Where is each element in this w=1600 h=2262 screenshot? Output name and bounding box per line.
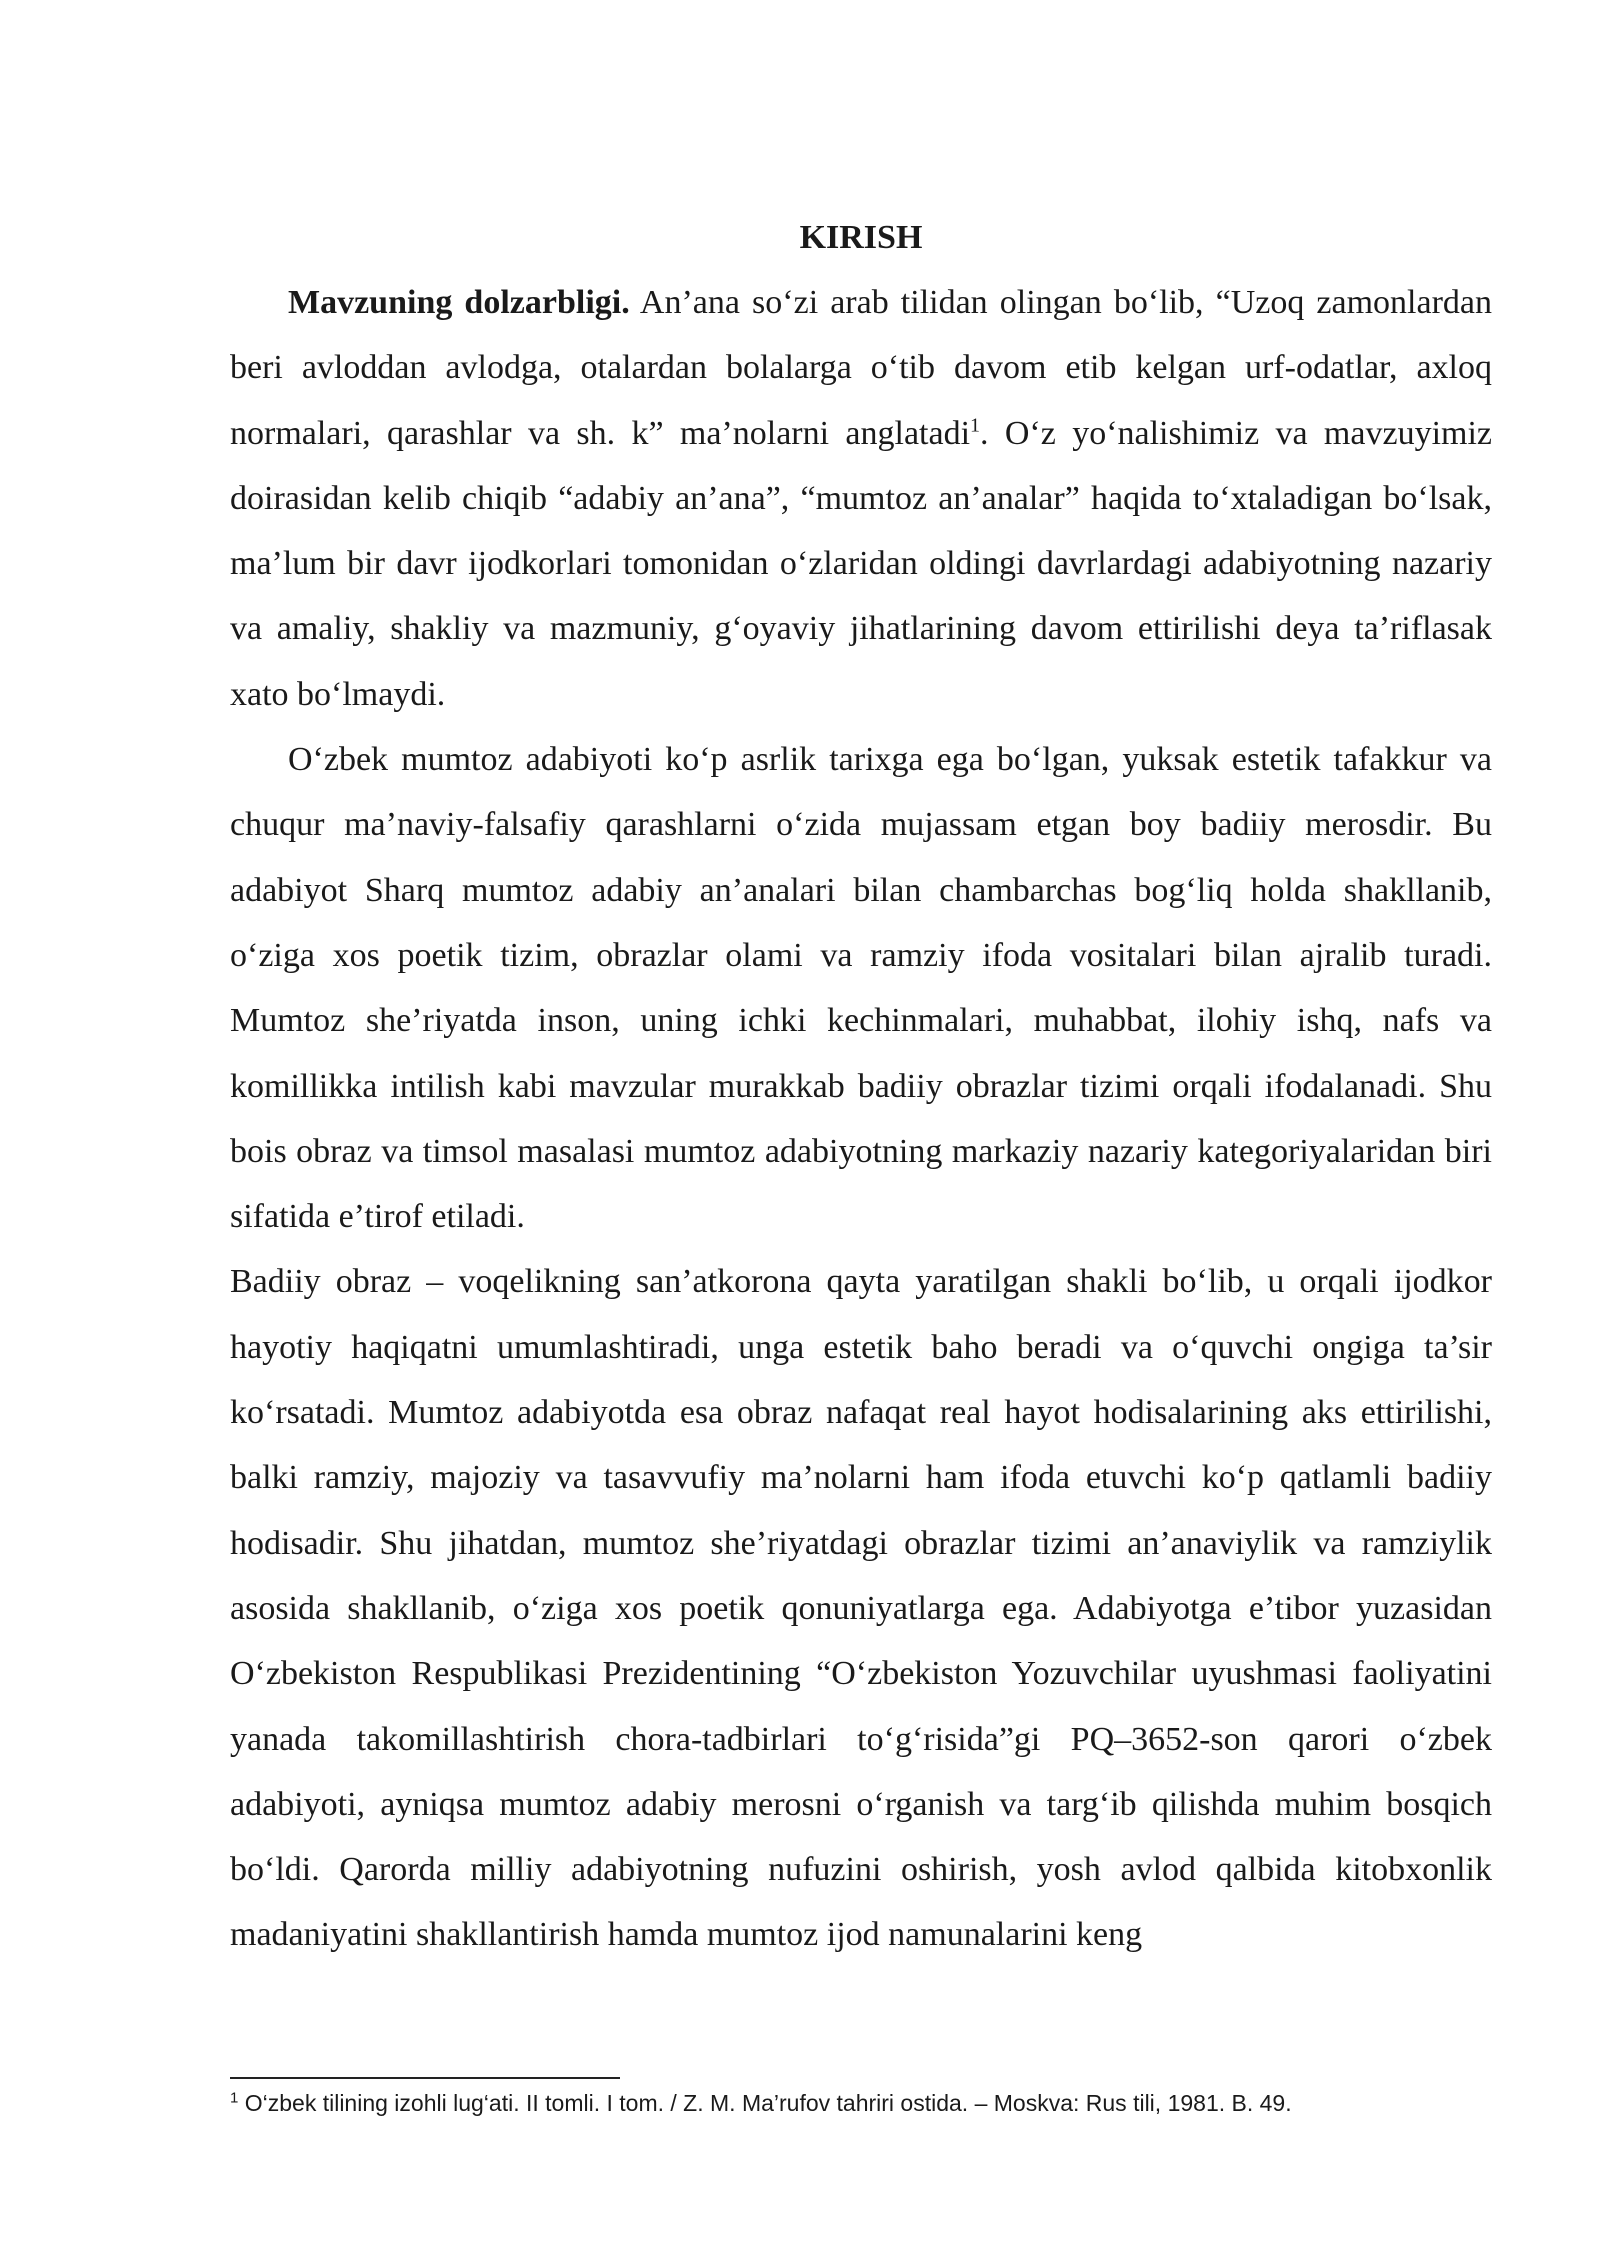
page-title: KIRISH: [799, 219, 923, 256]
footnote-text: O‘zbek tilining izohli lug‘ati. II tomli. I tom. / Z. M. Ma’rufov tahriri ostida. – Moskva: Rus tili, 1981. B. 49.: [238, 2090, 1292, 2116]
paragraph-text: . O‘z yo‘nalishimiz va mavzuyimiz doirasidan kelib chiqib “adabiy an’ana”, “mumtoz an’analar” haqida to‘xtaladigan bo‘lsak, ma’lum bir davr ijodkorlari tomonidan o‘zlaridan oldingi davrlardagi adabiyotning nazariy va amaliy, shakliy va mazmuniy, g‘oyaviy jihatlarining davom ettirilishi deya ta’riflasak xato bo‘lmaydi.: [230, 414, 1492, 713]
footnote-reference[interactable]: 1: [970, 414, 981, 437]
document-body: [230, 205, 1492, 1968]
paragraph-artistic-image: Badiiy obraz – voqelikning san’atkorona qayta yaratilgan shakli bo‘lib, u orqali ijodkor hayotiy haqiqatni umumlashtiradi, unga estetik baho beradi va o‘quvchi ongiga ta’sir ko‘rsatadi. Mumtoz adabiyotda esa obraz nafaqat real hayot hodisalarining aks ettirilishi, balki ramziy, majoziy va tasavvufiy ma’nolarni ham ifoda etuvchi ko‘p qatlamli badiiy hodisadir. Shu jihatdan, mumtoz she’riyatdagi obrazlar tizimi an’anaviylik va ramziylik asosida shakllanib, o‘ziga xos poetik qonuniyatlarga ega. Adabiyotga e’tibor yuzasidan O‘zbekiston Respublikasi Prezidentining “O‘zbekiston Yozuvchilar uyushmasi faoliyatini yanada takomillashtirish chora-tadbirlari to‘g‘risida”gi PQ–3652-son qarori o‘zbek adabiyoti, ayniqsa mumtoz adabiy merosni o‘rganish va targ‘ib qilishda muhim bosqich bo‘ldi. Qarorda milliy adabiyotning nufuzini oshirish, yosh avlod qalbida kitobxonlik madaniyatini shakllantirish hamda mumtoz ijod namunalarini keng: [230, 1263, 1492, 1954]
paragraph-text: An’ana so‘zi arab tilidan olingan bo‘lib, “Uzoq zamonlardan beri avloddan avlodga, otalardan bolalarga o‘tib davom etib kelgan urf-odatlar, axloq normalari, qarashlar va sh. k” ma’nolarni anglatadi: [230, 284, 1492, 452]
footnote: [230, 2086, 1492, 2120]
paragraph-classical-literature: O‘zbek mumtoz adabiyoti ko‘p asrlik tarixga ega bo‘lgan, yuksak estetik tafakkur va chuqur ma’naviy-falsafiy qarashlarni o‘zida mujassam etgan boy badiiy merosdir. Bu adabiyot Sharq mumtoz adabiy an’analari bilan chambarchas bog‘liq holda shakllanib, o‘ziga xos poetik tizim, obrazlar olami va ramziy ifoda vositalari bilan ajralib turadi. Mumtoz she’riyatda inson, uning ichki kechinmalari, muhabbat, ilohiy ishq, nafs va komillikka intilish kabi mavzular murakkab badiiy obrazlar tizimi orqali ifodalanadi. Shu bois obraz va timsol masalasi mumtoz adabiyotning markaziy nazariy kategoriyalaridan biri sifatida e’tirof etiladi.: [230, 741, 1492, 1236]
footnote-mark: 1: [230, 2089, 239, 2107]
paragraph-relevance: [230, 270, 1492, 727]
footnote-divider: [230, 2077, 620, 2079]
paragraph-lead: Mavzuning dolzarbligi.: [288, 284, 630, 321]
